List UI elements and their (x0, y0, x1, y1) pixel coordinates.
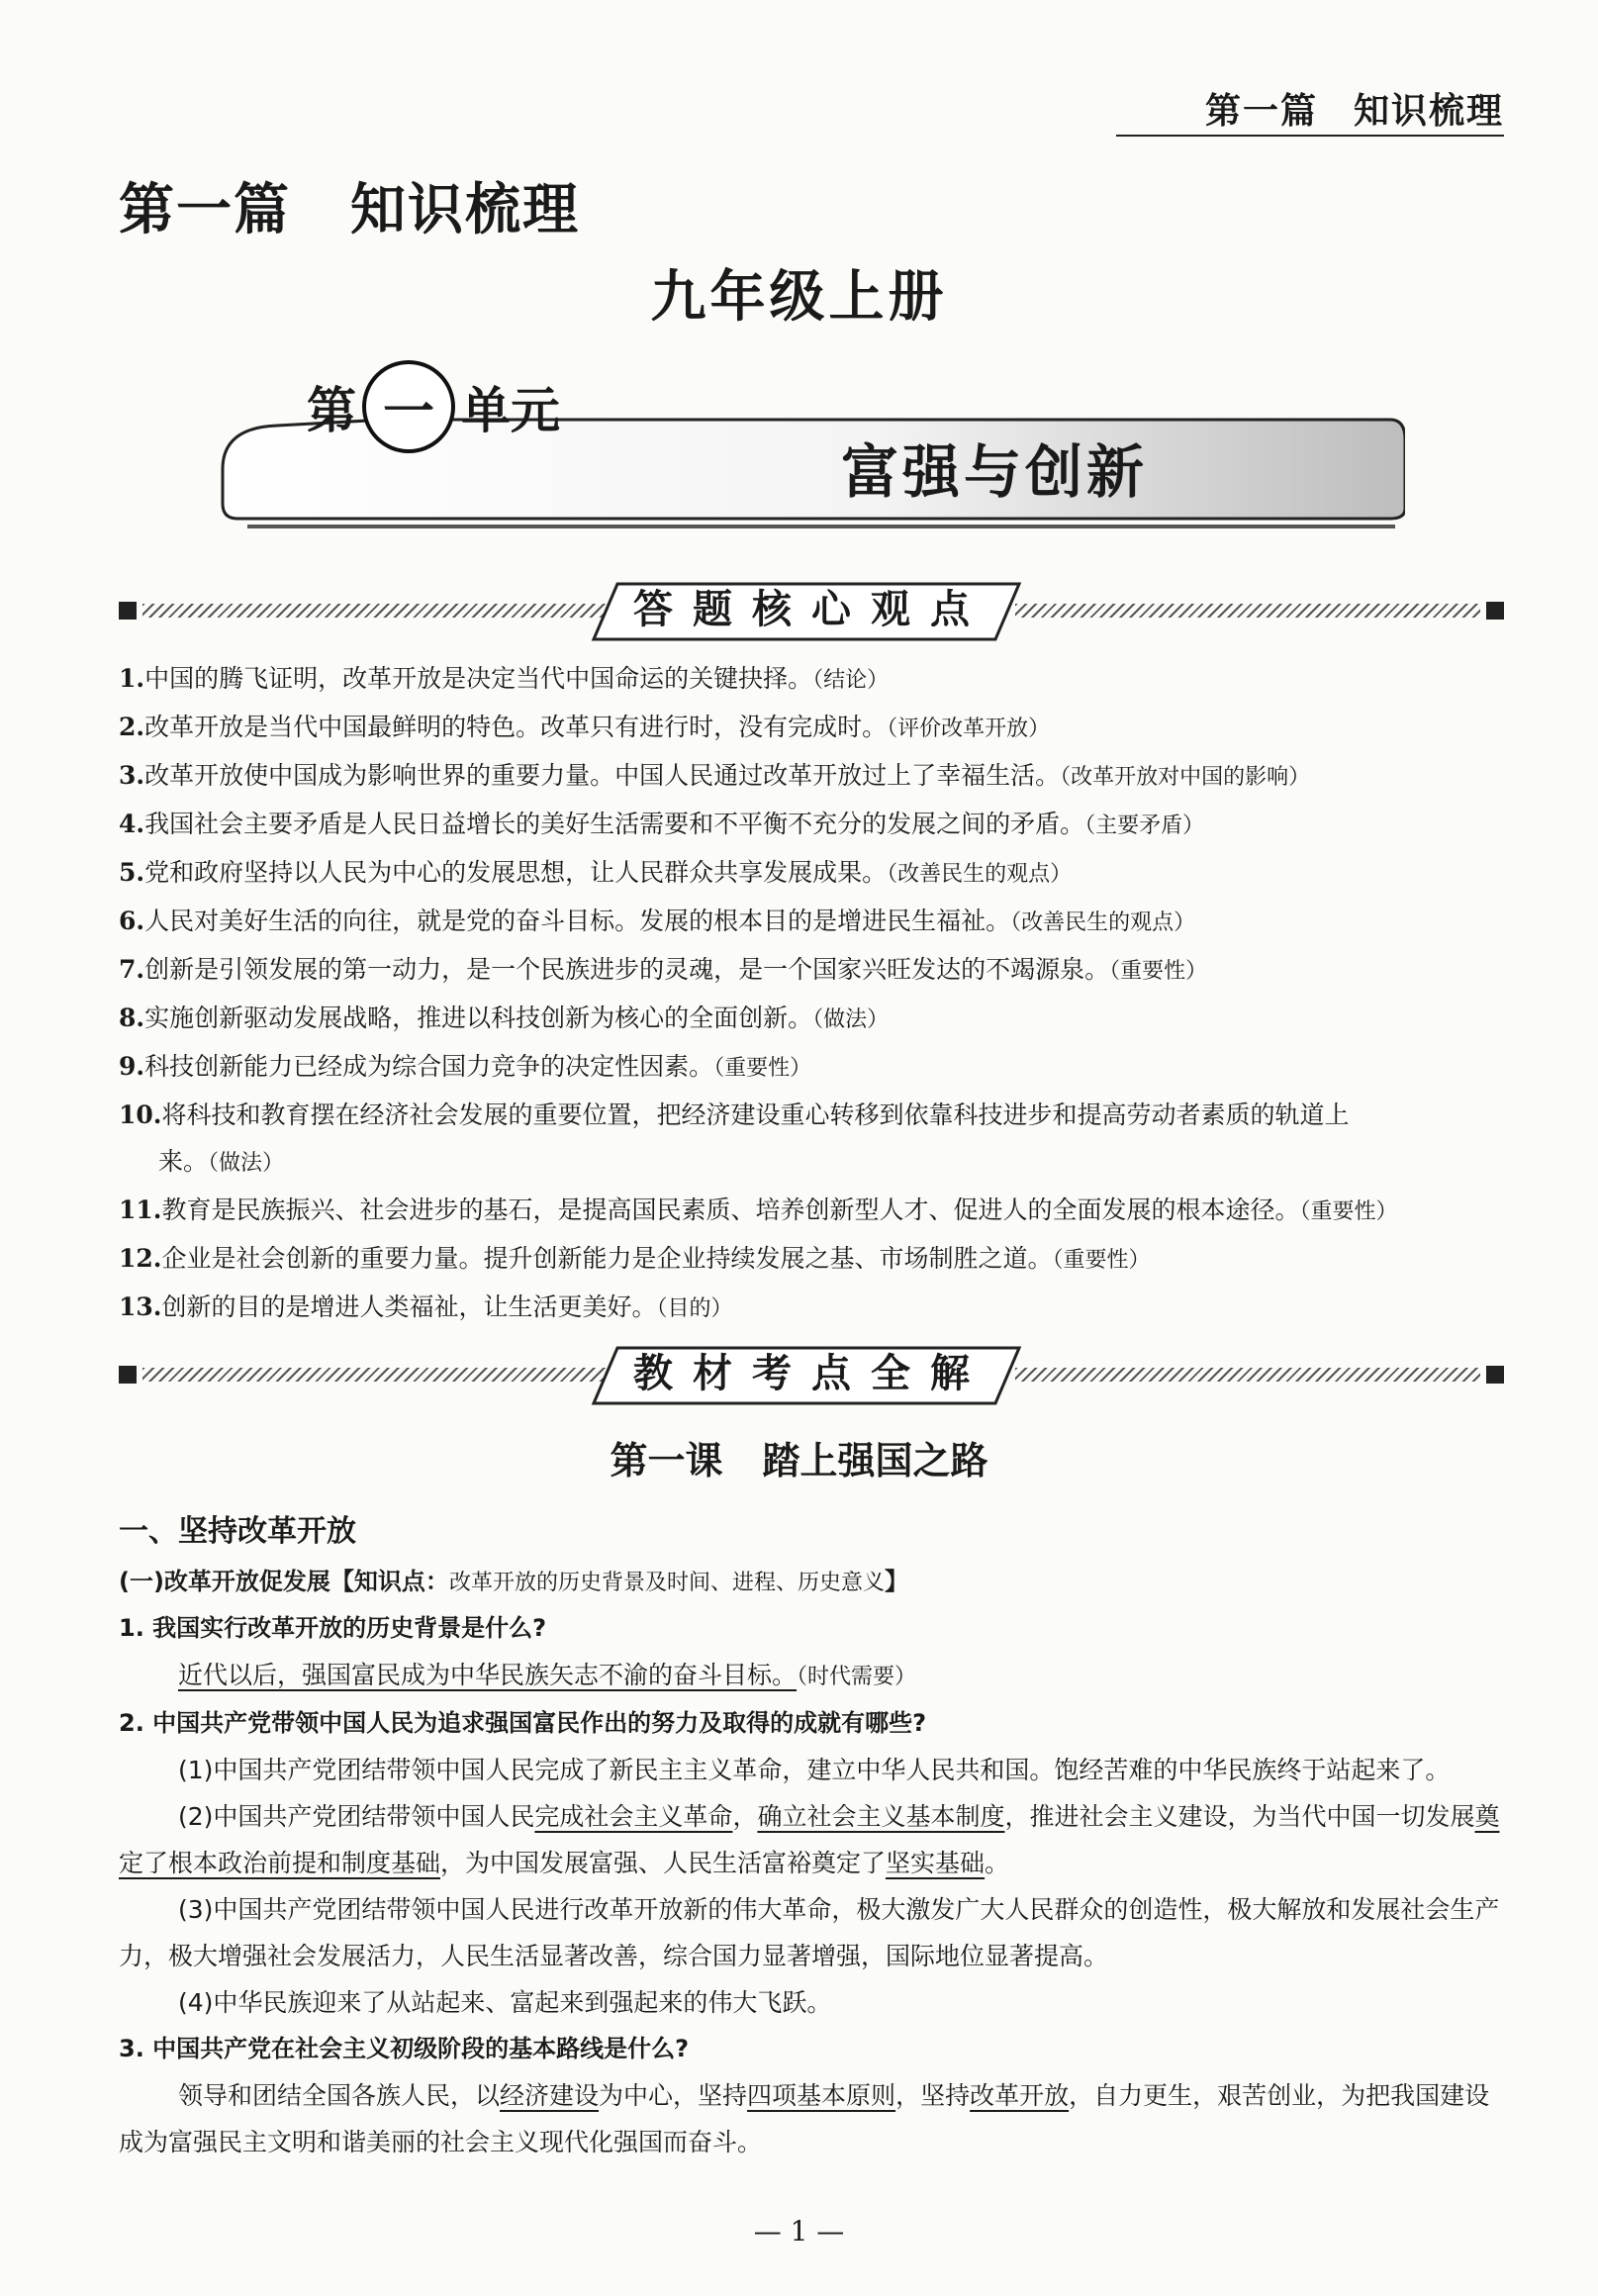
running-header-part: 第一篇 (1204, 91, 1318, 132)
list-item: 5.党和政府坚持以人民为中心的发展思想，让人民群众共享发展成果。（改善民生的观点） (119, 858, 1073, 887)
section-header-square-left (119, 1366, 137, 1384)
question-2: 2. 中国共产党带领中国人民为追求强国富民作出的努力及取得的成就有哪些? (119, 1709, 927, 1737)
unit-number-circle (362, 360, 455, 453)
lesson-title (0, 1430, 1598, 1484)
list-item: 11.教育是民族振兴、社会进步的基石，是提高国民素质、培养创新型人才、促进人的全面发展的根本途径。（重要性） (119, 1196, 1398, 1224)
list-item: 13.创新的目的是增进人类福祉，让生活更美好。（目的） (119, 1292, 733, 1321)
section-header-line-right (1015, 604, 1480, 618)
unit-name: 富强与创新 (841, 438, 1149, 506)
section-header-line-right (1015, 1368, 1480, 1382)
list-item-continuation: 来。（做法） (158, 1147, 285, 1176)
section-header-label: 答题核心观点 (633, 587, 989, 632)
list-item: 3.改革开放使中国成为影响世界的重要力量。中国人民通过改革开放过上了幸福生活。（改革开放对中国的影响） (119, 761, 1311, 790)
heading-2: (一)改革开放促发展【知识点：改革开放的历史背景及时间、进程、历史意义】 (119, 1568, 908, 1595)
section-header-core-points (119, 582, 1504, 641)
list-item: 8.实施创新驱动发展战略，推进以科技创新为核心的全面创新。（做法） (119, 1004, 890, 1032)
lesson-number: 第一课 (610, 1439, 723, 1483)
running-header-rule (1116, 135, 1504, 137)
grade-title: 九年级上册 (650, 264, 948, 330)
part-title (119, 166, 580, 245)
answer-1: 近代以后，强国富民成为中华民族矢志不渝的奋斗目标。（时代需要） (178, 1661, 917, 1689)
list-item: 7.创新是引领发展的第一动力，是一个民族进步的灵魂，是一个国家兴旺发达的不竭源泉。（重要性） (119, 955, 1208, 984)
question-3: 3. 中国共产党在社会主义初级阶段的基本路线是什么? (119, 2035, 690, 2062)
answer-2-1: (1)中国共产党团结带领中国人民完成了新民主主义革命，建立中华人民共和国。饱经苦难的中华民族终于站起来了。 (178, 1756, 1451, 1784)
lesson-content (119, 1504, 1514, 2165)
list-item: 1.中国的腾飞证明，改革开放是决定当代中国命运的关键抉择。（结论） (119, 664, 890, 693)
list-item: 10.将科技和教育摆在经济社会发展的重要位置，把经济建设重心转移到依靠科技进步和提高劳动者素质的轨道上 (119, 1100, 1350, 1129)
page-number: — 1 — (753, 2215, 845, 2248)
question-1: 1. 我国实行改革开放的历史背景是什么? (119, 1614, 547, 1642)
lesson-name: 踏上强国之路 (762, 1439, 988, 1483)
running-header (1118, 83, 1504, 134)
unit-prefix: 第 (307, 381, 356, 439)
section-header-line-left (142, 604, 608, 618)
list-item: 4.我国社会主要矛盾是人民日益增长的美好生活需要和不平衡不充分的发展之间的矛盾。（主要矛盾） (119, 810, 1205, 838)
answer-2-4: (4)中华民族迎来了从站起来、富起来到强起来的伟大飞跃。 (178, 1988, 832, 2017)
unit-suffix: 单元 (461, 381, 560, 439)
answer-3: 领导和团结全国各族人民，以经济建设为中心，坚持四项基本原则，坚持改革开放，自力更生，艰苦创业，为把我国建设成为富强民主文明和谐美丽的社会主义现代化强国而奋斗。 (119, 2081, 1490, 2156)
part-title-part: 第一篇 (119, 177, 291, 242)
section-header-label: 教材考点全解 (633, 1351, 989, 1396)
core-points-list (119, 655, 1514, 1332)
section-header-textbook-points (119, 1346, 1504, 1405)
part-title-text: 知识梳理 (350, 177, 580, 242)
list-item: 9.科技创新能力已经成为综合国力竞争的决定性因素。（重要性） (119, 1052, 812, 1081)
answer-2-2: (2)中国共产党团结带领中国人民完成社会主义革命，确立社会主义基本制度，推进社会主义建设，为当代中国一切发展奠定了根本政治前提和制度基础，为中国发展富强、人民生活富裕奠定了坚实基础。 (119, 1802, 1500, 1877)
section-header-square-right (1486, 602, 1504, 620)
list-item: 12.企业是社会创新的重要力量。提升创新能力是企业持续发展之基、市场制胜之道。（重要性） (119, 1244, 1151, 1273)
answer-2-3: (3)中国共产党团结带领中国人民进行改革开放新的伟大革命，极大激发广大人民群众的创造性，极大解放和发展社会生产力，极大增强社会发展活力，人民生活显著改善，综合国力显著增强，国际地位显著提高。 (119, 1895, 1500, 1970)
section-header-square-right (1486, 1366, 1504, 1384)
section-header-square-left (119, 602, 137, 620)
section-header-line-left (142, 1368, 608, 1382)
list-item: 6.人民对美好生活的向往，就是党的奋斗目标。发展的根本目的是增进民生福祉。（改善民生的观点） (119, 907, 1196, 935)
running-header-title: 知识梳理 (1353, 91, 1504, 132)
list-item: 2.改革开放是当代中国最鲜明的特色。改革只有进行时，没有完成时。（评价改革开放） (119, 713, 1051, 741)
heading-1: 一、坚持改革开放 (119, 1514, 356, 1549)
unit-number: 一 (382, 381, 434, 442)
unit-label (307, 360, 560, 453)
